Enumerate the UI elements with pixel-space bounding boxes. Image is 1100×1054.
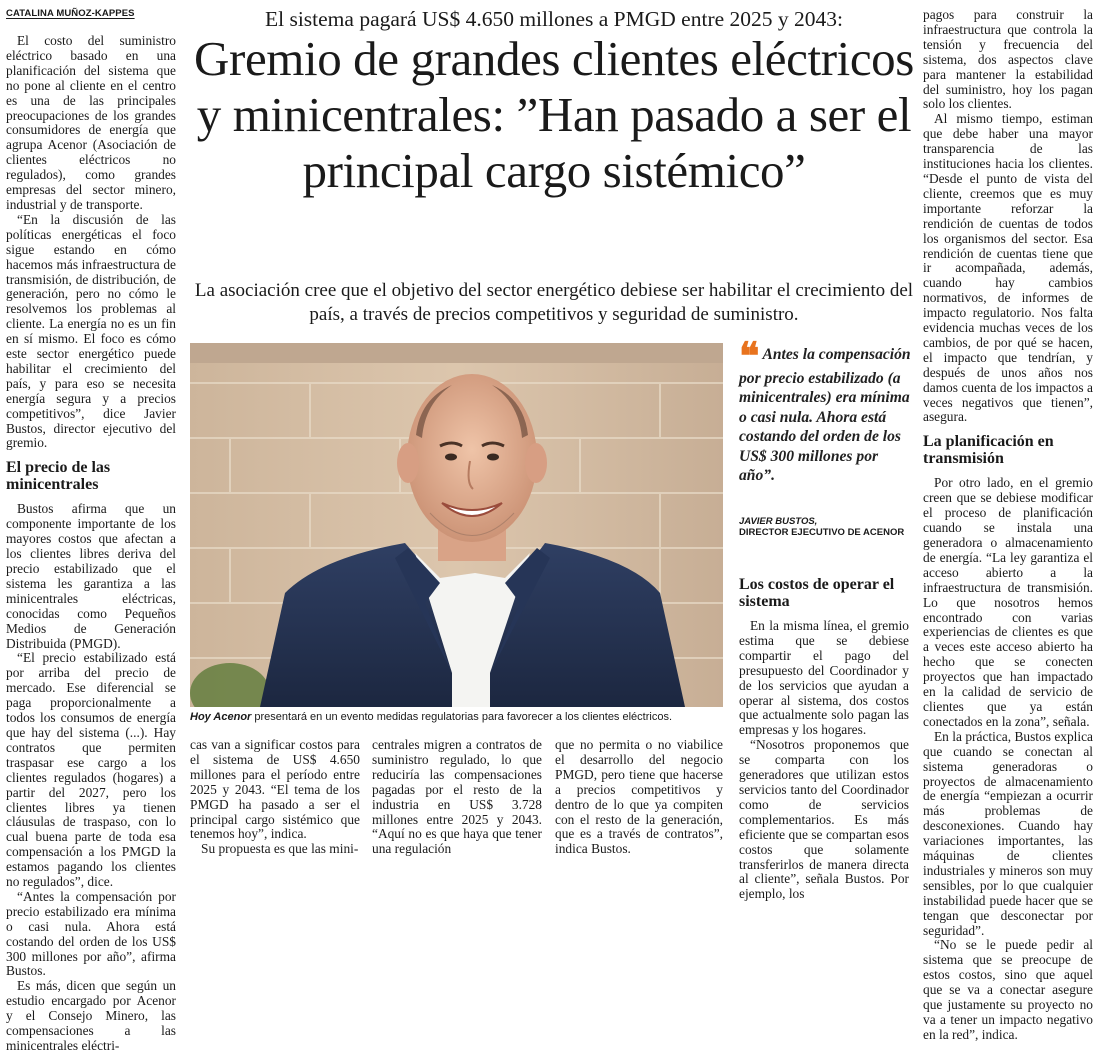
quote-role: DIRECTOR EJECUTIVO DE ACENOR bbox=[739, 527, 905, 538]
quote-name: JAVIER BUSTOS, bbox=[739, 516, 818, 527]
paragraph: “No se le puede pedir al sistema que se preocupe de estos costos, sino que aquel que se va a conectar asegure que justamente su proyecto no va a tener un impacto negativo en la red”, indica. bbox=[923, 937, 1093, 1042]
headline: Gremio de grandes clientes eléctricos y minicentrales: ”Han pasado a ser el principal cargo sistémico” bbox=[194, 31, 914, 198]
quote-attribution bbox=[739, 516, 917, 538]
paragraph: El costo del suministro eléctrico basado en una planificación del sistema que no pone al cliente en el centro es una de las principales preocupaciones de los grandes consumidores de energía que agrupa Acenor (Asociación de clientes eléctricos no regulados), como grandes empresas del sector minero, industrial y de transporte. bbox=[6, 33, 176, 212]
caption-text: presentará en un evento medidas regulatorias para favorecer a los clientes eléctricos. bbox=[251, 711, 673, 723]
paragraph: “En la discusión de las políticas energéticas el foco sigue estando en cómo hacemos más infraestructura de transmisión, de distribución, de generación, pero no cómo le resolvemos los problemas al cliente. La energía no es un fin en sí mismo. El foco es cómo este sector energético puede habilitar el crecimiento del país, y para eso se necesita energía segura y a precios competitivos”, dice Javier Bustos, director ejecutivo del gremio. bbox=[6, 211, 176, 451]
pull-quote bbox=[739, 336, 917, 485]
column-2 bbox=[190, 738, 360, 857]
deck: La asociación cree que el objetivo del sector energético debiese ser habilitar el crecimiento del país, a través de precios competitivos y seguridad de suministro. bbox=[194, 280, 914, 325]
subheading: Los costos de operar el sistema bbox=[739, 576, 895, 610]
column-3 bbox=[372, 738, 542, 857]
portrait-photo bbox=[190, 343, 723, 707]
column-6 bbox=[923, 8, 1093, 1043]
paragraph: Al mismo tiempo, estiman que debe haber una mayor transparencia de las instituciones hacia los clientes. “Desde el punto de vista del cliente, creemos que es muy importante reforzar la rendición de cuentas de todos los organismos del sector. Esa rendición de cuentas tiene que ir acompañada, además, cuando hay cambios normativos, de informes de impacto regulatorio. Nos falta evidencia muchas veces de los cambios, de por qué se hacen, el impacto que tendrían, y después de unos años nos damos cuenta de los impactos a veces negativos que tienen”, asegura. bbox=[923, 111, 1093, 425]
column-4 bbox=[555, 738, 723, 857]
photo-caption bbox=[190, 710, 723, 724]
paragraph: pagos para construir la infraestructura que controla la tensión y frecuencia del sistema, dos aspectos clave para mantener la estabilidad del suministro, hoy los pagan solo los clientes. bbox=[923, 7, 1093, 112]
pull-quote-text: Antes la compensación por precio estabilizado (a minicentrales) era mínima o casi nula. Ahora está costando del orden de los US$ 300 millones por año”. bbox=[739, 346, 911, 485]
byline: CATALINA MUÑOZ-KAPPES bbox=[6, 8, 135, 19]
paragraph: centrales migren a contratos de suministro regulado, lo que reduciría las compensaciones pagadas por el resto de la industria en US$ 3.728 millones entre 2025 y 2043. “Aquí no es que haya que tener una regulación bbox=[372, 737, 542, 857]
paragraph: Su propuesta es que las mini- bbox=[201, 841, 359, 857]
paragraph: “El precio estabilizado está por arriba del precio de mercado. Ese diferencial se paga proporcionalmente a todos los consumos de energía que hay del sistema (...). Hay contratos que permiten traspasar ese cargo a los clientes regulados (hogares) a partir del 2027, pero los clientes libres ya tienen cláusulas de traspaso, con lo cual buena parte de toda esa compensación a los PMGD la estamos pagando los clientes no regulados”, dice. bbox=[6, 650, 176, 890]
quote-mark-icon: ❝ bbox=[739, 336, 760, 378]
column-1 bbox=[6, 34, 176, 1054]
paragraph: En la práctica, Bustos explica que cuando se conectan al sistema generadoras o proyectos de almacenamiento de energía “empiezan a ocurrir más problemas de desconexiones. Cuando hay variaciones importantes, las máquinas de clientes industriales y mineros son muy sensibles, por lo que cualquier instabilidad puede hacer que se tengan que desconectar por seguridad”. bbox=[923, 728, 1093, 938]
paragraph: “Nosotros proponemos que se comparta con los generadores que utilizan estos servicios tanto del Coordinador como de servicios complementarios. Es más eficiente que se compartan esos costos que solamente transferirlos de manera directa al cliente”, señala Bustos. Por ejemplo, los bbox=[739, 737, 909, 902]
paragraph: En la misma línea, el gremio estima que se debiese compartir el pago del presupuesto del Coordinador y de los servicios que ayudan a operar al sistema, dos costos que actualmente solo pagan las empresas y los hogares. bbox=[739, 618, 909, 738]
subheading: El precio de las minicentrales bbox=[6, 459, 111, 494]
paragraph: Por otro lado, en el gremio creen que se debiese modificar el proceso de planificación cuando se instala una generadora o almacenamiento de energía. “La ley garantiza el acceso abierto a la infraestructura de transmisión. Lo que nosotros hemos encontrado con varias experiencias de clientes es que a veces este acceso abierto ha hecho que se conecten proyectos que han impactado en la calidad de servicio de clientes que ya están conectados en la zona”, señala. bbox=[923, 475, 1093, 729]
subheading: La planificación en transmisión bbox=[923, 433, 1054, 468]
paragraph: que no permita o no viabilice el desarrollo del negocio PMGD, pero tiene que hacerse a precios competitivos y dentro de lo que ya compiten con el resto de la generación, que es a través de contratos”, indica Bustos. bbox=[555, 737, 723, 857]
paragraph: cas van a significar costos para el sistema de US$ 4.650 millones para el período entre 2025 y 2043. “El tema de los PMGD ha pasado a ser el principal cargo sistémico que tenemos hoy”, indica. bbox=[190, 737, 360, 842]
portrait-photo-icon bbox=[190, 343, 723, 707]
paragraph: Bustos afirma que un componente importante de los mayores costos que afectan a los clientes libres deriva del precio estabilizado que el sistema les garantiza a las minicentrales eléctricas, conocidas como Pequeños Medios de Generación Distribuida (PMGD). bbox=[6, 501, 176, 651]
paragraph: Es más, dicen que según un estudio encargado por Acenor y el Consejo Minero, las compensaciones a las minicentrales eléctri- bbox=[6, 978, 176, 1053]
paragraph: “Antes la compensación por precio estabilizado era mínima o casi nula. Ahora está costando del orden de los US$ 300 millones por año”, afirma Bustos. bbox=[6, 888, 176, 979]
caption-lead: Hoy Acenor bbox=[190, 711, 252, 723]
column-5 bbox=[739, 570, 909, 902]
kicker: El sistema pagará US$ 4.650 millones a PMGD entre 2025 y 2043: bbox=[264, 7, 844, 31]
